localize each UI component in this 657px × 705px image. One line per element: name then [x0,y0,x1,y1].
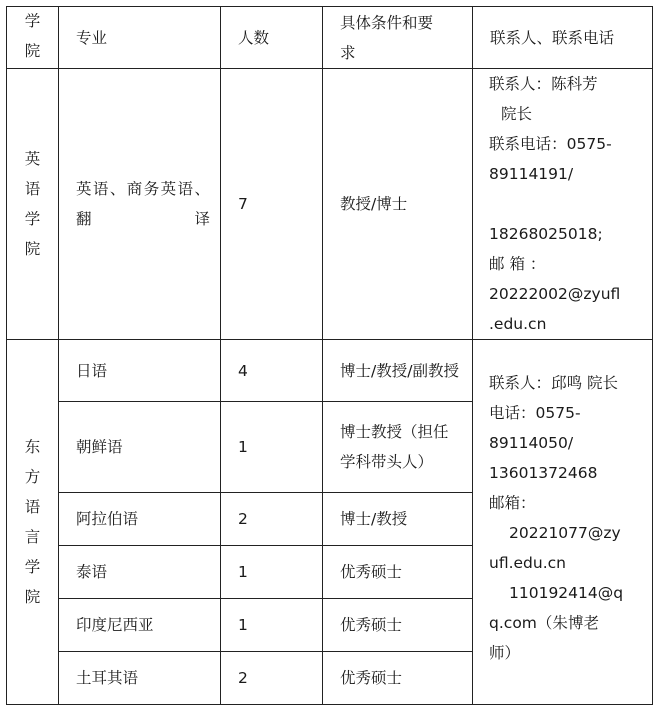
contact-line: 89114050/ [489,434,574,452]
header-college-text: 学院 [24,11,41,60]
contact-line: 电话：0575- [489,404,581,422]
mailbox-label-b: 箱 [509,255,525,273]
header-row [7,7,653,69]
header-count: 人数 [221,7,323,69]
header-contact: 联系人、联系电话 [473,7,653,69]
header-major: 专业 [59,7,221,69]
contact-english [473,69,653,340]
contact-line: 110192414@q [509,584,624,602]
header-requirements-line1: 具体条件和要 [340,13,434,32]
major-cell: 朝鲜语 [59,402,221,493]
count-cell: 2 [221,493,323,546]
contact-line-blank [489,189,640,219]
header-requirements [323,7,473,69]
contact-line: ufl.edu.cn [489,554,566,572]
major-english [59,69,221,340]
recruitment-table [6,6,653,705]
contact-line: q.com（朱博老 [489,614,599,632]
contact-line: 18268025018; [489,225,603,243]
req-cell: 优秀硕士 [323,652,473,705]
contact-line: 联系电话：0575- [489,135,612,153]
req-cell: 博士/教授 [323,493,473,546]
header-requirements-line2: 求 [340,43,356,62]
mailbox-label-a: 邮 [489,255,505,273]
count-english: 7 [221,69,323,340]
contact-line: 20221077@zy [509,524,621,542]
contact-oriental [473,340,653,705]
count-cell: 1 [221,402,323,493]
count-cell: 1 [221,599,323,652]
table-row [7,69,653,340]
major-cell: 印度尼西亚 [59,599,221,652]
contact-line: 师） [489,644,521,662]
major-english-text: 英语、商务英语、翻译 [76,180,210,228]
mailbox-colon: ： [529,255,546,273]
contact-line: .edu.cn [489,315,547,333]
major-cell: 泰语 [59,546,221,599]
count-cell: 4 [221,340,323,402]
college-oriental-name: 东方语言学院 [24,438,41,606]
header-college [7,7,59,69]
req-english: 教授/博士 [323,69,473,340]
major-cell: 日语 [59,340,221,402]
contact-line: 邮箱： [489,494,536,512]
mailbox-label-row [489,249,640,279]
major-cell: 土耳其语 [59,652,221,705]
contact-line: 20222002@zyufl [489,285,621,303]
major-cell: 阿拉伯语 [59,493,221,546]
req-cell: 博士/教授/副教授 [323,340,473,402]
contact-line: 13601372468 [489,464,598,482]
college-english [7,69,59,340]
req-cell: 优秀硕士 [323,546,473,599]
contact-line: 联系人：邱鸣 院长 [489,374,619,392]
req-cell: 博士教授（担任学科带头人） [323,402,473,493]
contact-line: 院长 [501,105,533,123]
count-cell: 1 [221,546,323,599]
college-english-name: 英语学院 [24,150,41,258]
contact-line: 联系人：陈科芳 [489,75,598,93]
college-oriental [7,340,59,705]
count-cell: 2 [221,652,323,705]
table-row [7,340,653,402]
contact-line: 89114191/ [489,165,574,183]
req-cell: 优秀硕士 [323,599,473,652]
